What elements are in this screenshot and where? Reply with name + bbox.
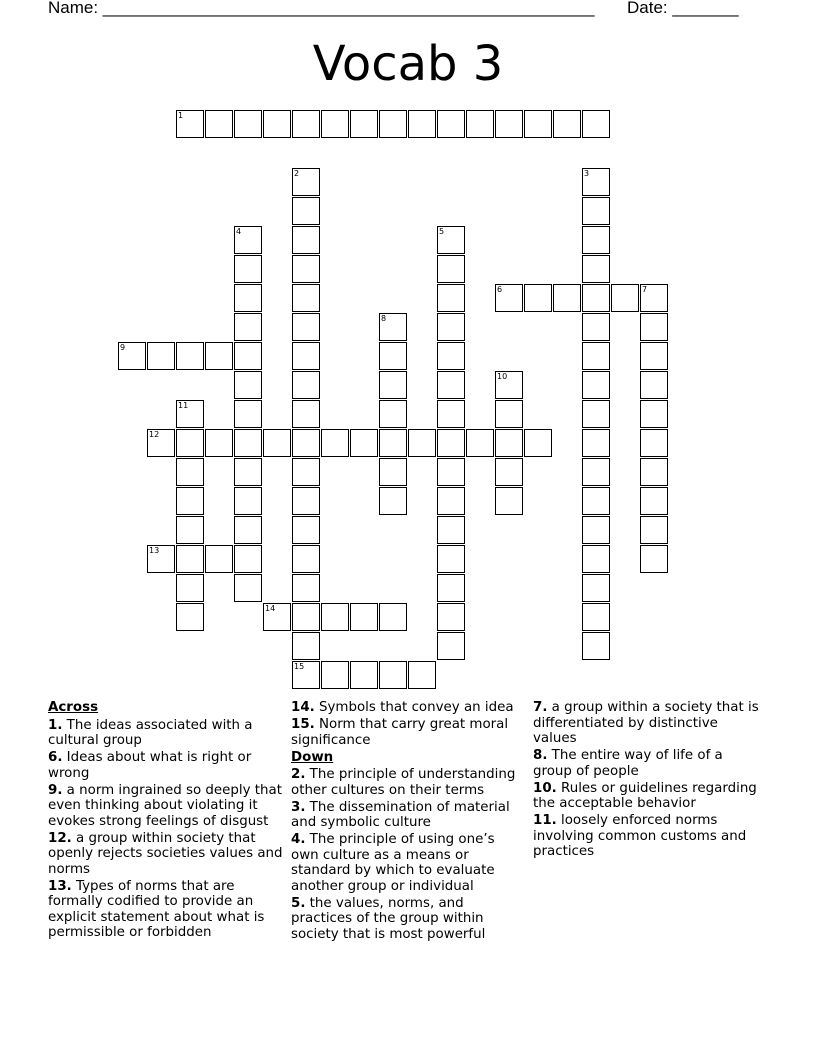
grid-cell[interactable] [495,400,523,428]
grid-cell[interactable] [582,168,610,196]
grid-cell[interactable] [437,603,465,631]
clue-item [48,879,284,941]
grid-cell[interactable] [582,487,610,515]
grid-cell[interactable] [437,400,465,428]
grid-cell[interactable] [176,487,204,515]
grid-cell[interactable] [437,342,465,370]
clue-text: The dissemination of material and symbolic culture [291,799,510,830]
grid-cell[interactable] [176,342,204,370]
grid-cell[interactable] [176,429,204,457]
cell-number: 6 [497,285,503,294]
grid-cell[interactable] [292,516,320,544]
clues-column-1 [48,700,284,942]
grid-cell[interactable] [234,400,262,428]
grid-cell[interactable] [582,516,610,544]
cell-number: 3 [584,169,590,178]
grid-cell[interactable] [205,110,233,138]
clue-text: a norm ingrained so deeply that even thinking about violating it evokes strong feelings of disgust [48,782,283,829]
clues-column-3 [533,700,765,861]
across-clue-list [48,718,284,941]
clue-number: 1. [48,717,63,733]
grid-cell[interactable] [292,255,320,283]
grid-cell[interactable] [321,603,349,631]
grid-cell[interactable] [437,429,465,457]
grid-cell[interactable] [292,487,320,515]
cell-number: 11 [178,401,189,410]
grid-cell[interactable] [350,603,378,631]
grid-cell[interactable] [292,458,320,486]
grid-cell[interactable] [176,400,204,428]
clue-item [48,783,284,830]
grid-cell[interactable] [234,574,262,602]
clue-text: Norm that carry great moral significance [291,717,509,748]
grid-cell[interactable] [582,110,610,138]
grid-cell[interactable] [234,371,262,399]
grid-cell[interactable] [292,371,320,399]
clue-item [291,832,523,894]
grid-cell[interactable] [437,284,465,312]
grid-cell[interactable] [437,313,465,341]
grid-cell[interactable] [582,574,610,602]
grid-cell[interactable] [582,632,610,660]
grid-cell[interactable] [582,603,610,631]
cell-number: 15 [294,662,305,671]
grid-cell[interactable] [234,545,262,573]
cell-number: 8 [381,314,387,323]
clue-item [291,717,523,748]
clue-number: 13. [48,878,72,894]
grid-cell[interactable] [292,574,320,602]
clue-text: a group within society that openly rejects societies values and norms [48,830,283,877]
grid-cell[interactable] [205,429,233,457]
grid-cell[interactable] [495,371,523,399]
grid-cell[interactable] [379,603,407,631]
page-title: Vocab 3 [312,36,504,92]
clue-number: 12. [48,830,72,846]
clue-number: 14. [291,700,315,715]
grid-cell[interactable] [640,313,668,341]
grid-cell[interactable] [437,371,465,399]
clue-item [533,748,765,779]
grid-cell[interactable] [379,661,407,689]
grid-cell[interactable] [437,458,465,486]
cell-number: 10 [497,372,508,381]
grid-cell[interactable] [292,226,320,254]
grid-cell[interactable] [292,545,320,573]
grid-cell[interactable] [147,545,175,573]
grid-cell[interactable] [379,458,407,486]
grid-cell[interactable] [582,545,610,573]
clue-number: 9. [48,782,63,798]
clue-text: The entire way of life of a group of people [533,748,723,779]
clue-number: 8. [533,748,548,763]
clue-text: Symbols that convey an idea [319,700,514,715]
grid-cell[interactable] [437,516,465,544]
grid-cell[interactable] [292,197,320,225]
cell-number: 12 [149,430,160,439]
clue-text: Types of norms that are formally codified to provide an explicit statement about what is permissible or forbidden [48,878,265,940]
grid-cell[interactable] [350,110,378,138]
grid-cell[interactable] [582,400,610,428]
grid-cell[interactable] [234,516,262,544]
grid-cell[interactable] [379,342,407,370]
clue-text: the values, norms, and practices of the group within society that is most powerful [291,895,486,942]
grid-cell[interactable] [321,110,349,138]
clue-item [291,800,523,831]
grid-cell[interactable] [176,458,204,486]
grid-cell[interactable] [176,110,204,138]
cell-number: 9 [120,343,126,352]
grid-cell[interactable] [582,197,610,225]
grid-cell[interactable] [640,342,668,370]
grid-cell[interactable] [495,487,523,515]
clue-number: 7. [533,700,548,715]
grid-cell[interactable] [466,429,494,457]
grid-cell[interactable] [205,545,233,573]
grid-cell[interactable] [582,342,610,370]
grid-cell[interactable] [263,603,291,631]
grid-cell[interactable] [466,110,494,138]
grid-cell[interactable] [176,545,204,573]
grid-cell[interactable] [495,429,523,457]
grid-cell[interactable] [263,110,291,138]
down-heading: Down [291,749,334,765]
grid-cell[interactable] [437,487,465,515]
grid-cell[interactable] [582,255,610,283]
clue-text: The principle of using one’s own culture as a means or standard by which to evaluate another group or individual [291,832,495,894]
grid-cell[interactable] [640,516,668,544]
grid-cell[interactable] [640,487,668,515]
grid-cell[interactable] [234,342,262,370]
clue-number: 2. [291,767,306,782]
grid-cell[interactable] [437,574,465,602]
grid-cell[interactable] [292,313,320,341]
name-field-label[interactable]: Name: ____________________________________________________ [48,0,595,17]
cell-number: 7 [642,285,648,294]
grid-cell[interactable] [234,110,262,138]
clue-item [533,781,765,812]
clue-item [48,750,284,781]
grid-cell[interactable] [524,284,552,312]
grid-cell[interactable] [234,429,262,457]
grid-cell[interactable] [640,371,668,399]
grid-cell[interactable] [147,342,175,370]
grid-cell[interactable] [495,458,523,486]
grid-cell[interactable] [292,429,320,457]
grid-cell[interactable] [118,342,146,370]
grid-cell[interactable] [379,371,407,399]
down-clue-list-continued [533,700,765,860]
grid-cell[interactable] [408,110,436,138]
grid-cell[interactable] [640,458,668,486]
grid-cell[interactable] [379,313,407,341]
clue-item [291,767,523,798]
clue-text: a group within a society that is differentiated by distinctive values [533,700,759,746]
across-clue-list-continued [291,700,523,748]
cell-number: 13 [149,546,160,555]
grid-cell[interactable] [321,429,349,457]
grid-cell[interactable] [234,313,262,341]
grid-cell[interactable] [292,400,320,428]
grid-cell[interactable] [379,110,407,138]
clue-item [291,700,523,716]
grid-cell[interactable] [234,487,262,515]
clue-number: 6. [48,750,63,765]
grid-cell[interactable] [495,110,523,138]
cell-number: 14 [265,604,276,613]
clue-text: The ideas associated with a cultural group [48,717,253,748]
grid-cell[interactable] [321,661,349,689]
down-clue-list [291,767,523,942]
grid-cell[interactable] [292,168,320,196]
clue-text: Rules or guidelines regarding the acceptable behavior [533,780,757,811]
grid-cell[interactable] [582,458,610,486]
grid-cell[interactable] [292,661,320,689]
grid-cell[interactable] [147,429,175,457]
grid-cell[interactable] [640,400,668,428]
grid-cell[interactable] [292,110,320,138]
grid-cell[interactable] [582,371,610,399]
grid-cell[interactable] [350,429,378,457]
clue-text: The principle of understanding other cultures on their terms [291,767,516,798]
grid-cell[interactable] [611,284,639,312]
clue-item [48,718,284,749]
grid-cell[interactable] [408,661,436,689]
date-field-label[interactable]: Date: _______ [627,0,739,17]
grid-cell[interactable] [495,284,523,312]
grid-cell[interactable] [350,661,378,689]
grid-cell[interactable] [553,110,581,138]
clue-item [533,700,765,747]
clue-number: 3. [291,799,306,815]
clues-column-2 [291,700,523,944]
clue-item [48,831,284,878]
grid-cell[interactable] [292,632,320,660]
cell-number: 1 [178,111,184,120]
grid-cell[interactable] [524,110,552,138]
clue-number: 11. [533,813,557,828]
grid-cell[interactable] [176,574,204,602]
grid-cell[interactable] [437,110,465,138]
grid-cell[interactable] [292,342,320,370]
grid-cell[interactable] [234,284,262,312]
grid-cell[interactable] [176,603,204,631]
grid-cell[interactable] [582,284,610,312]
grid-cell[interactable] [379,400,407,428]
clue-item [533,813,765,860]
clue-number: 10. [533,780,557,796]
grid-cell[interactable] [437,255,465,283]
grid-cell[interactable] [379,487,407,515]
grid-cell[interactable] [553,284,581,312]
grid-cell[interactable] [263,429,291,457]
grid-cell[interactable] [176,516,204,544]
grid-cell[interactable] [582,429,610,457]
grid-cell[interactable] [292,284,320,312]
cell-number: 2 [294,169,300,178]
grid-cell[interactable] [234,255,262,283]
clue-number: 15. [291,717,315,732]
cell-number: 5 [439,227,445,236]
grid-cell[interactable] [437,545,465,573]
grid-cell[interactable] [524,429,552,457]
grid-cell[interactable] [379,429,407,457]
grid-cell[interactable] [437,226,465,254]
clue-number: 5. [291,895,306,911]
clue-number: 4. [291,832,306,847]
across-heading: Across [48,700,99,715]
grid-cell[interactable] [640,429,668,457]
grid-cell[interactable] [582,313,610,341]
grid-cell[interactable] [234,458,262,486]
grid-cell[interactable] [408,429,436,457]
grid-cell[interactable] [292,603,320,631]
grid-cell[interactable] [205,342,233,370]
grid-cell[interactable] [582,226,610,254]
clue-item [291,896,523,943]
grid-cell[interactable] [437,632,465,660]
clue-text: loosely enforced norms involving common customs and practices [533,813,747,859]
grid-cell[interactable] [234,226,262,254]
grid-cell[interactable] [640,545,668,573]
grid-cell[interactable] [640,284,668,312]
clue-text: Ideas about what is right or wrong [48,750,252,781]
cell-number: 4 [236,227,242,236]
